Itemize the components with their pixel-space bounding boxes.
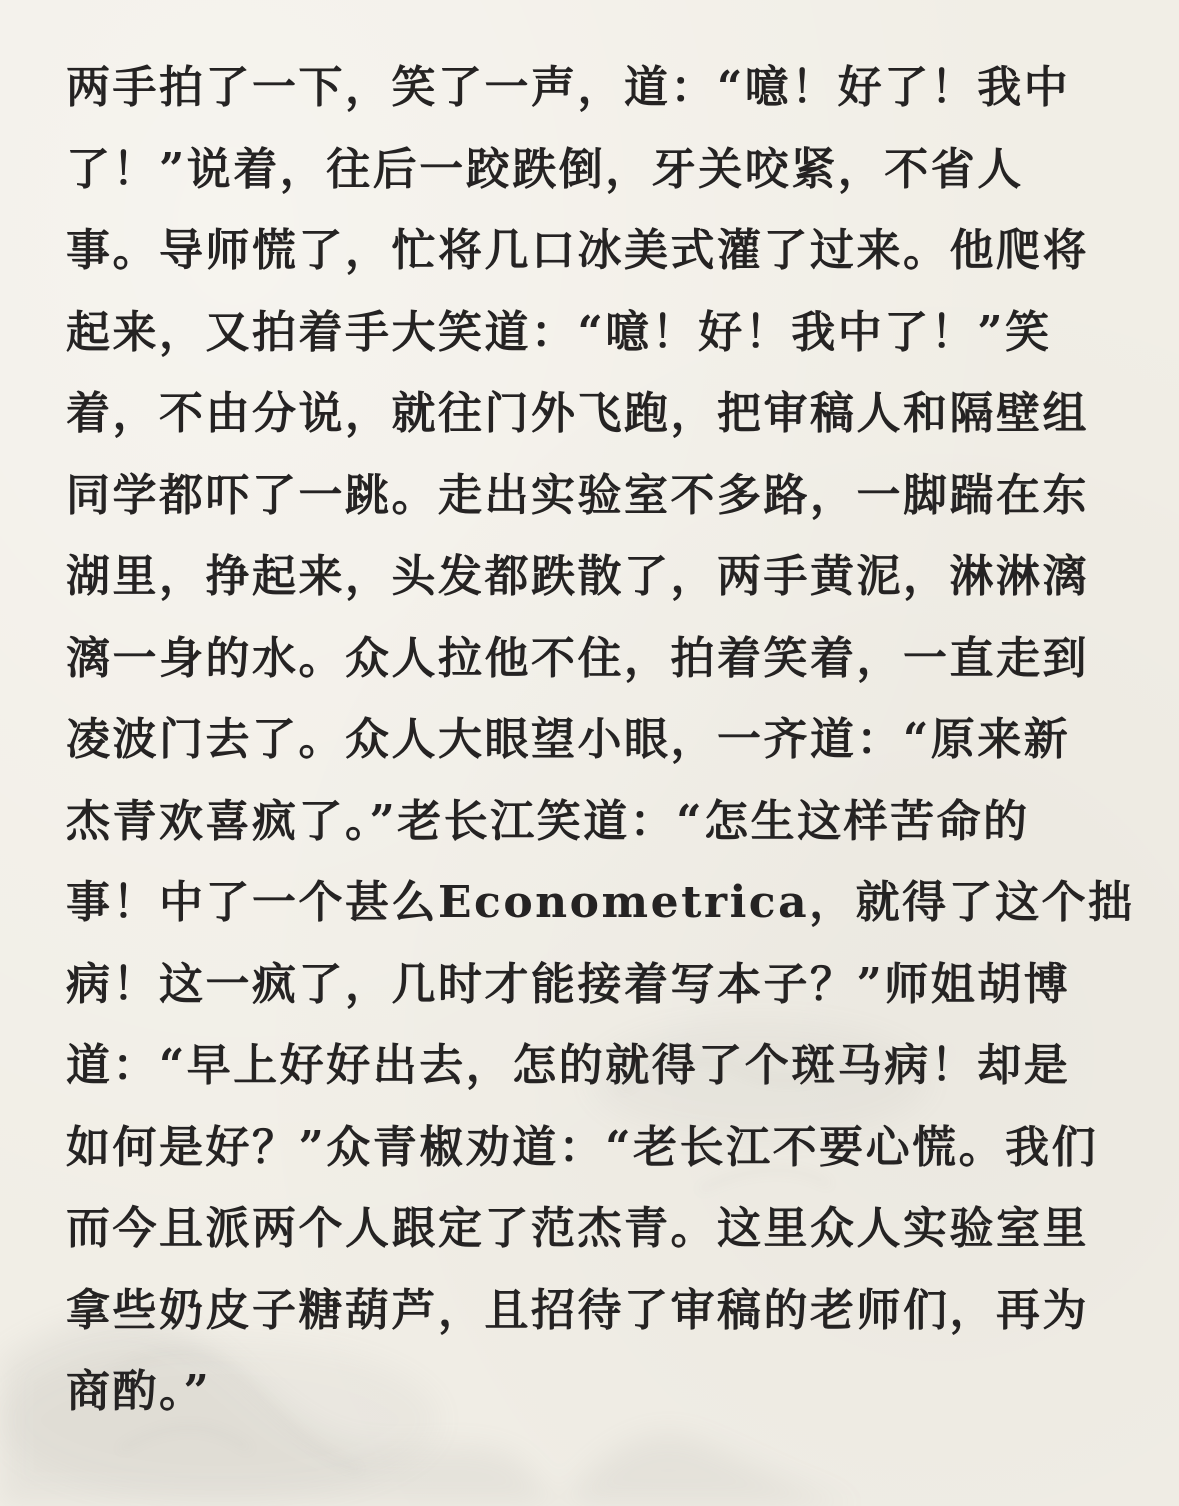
text-line: 着，不由分说，就往门外飞跑，把审稿人和隔壁组 — [66, 388, 1089, 439]
text-line: 事。导师慌了，忙将几口冰美式灌了过来。他爬将 — [66, 225, 1089, 276]
text-line: 如何是好？”众青椒劝道：“老长江不要心慌。我们 — [66, 1121, 1099, 1173]
text-line: 而今且派两个人跟定了范杰青。这里众人实验室里 — [66, 1203, 1089, 1254]
poem-text-block — [66, 52, 1135, 1438]
text-line: 两手拍了一下，笑了一声，道：“噫！好了！我中 — [66, 62, 1071, 113]
text-line: 漓一身的水。众人拉他不住，拍着笑着，一直走到 — [66, 632, 1089, 684]
text-line: 杰青欢喜疯了。”老长江笑道：“怎生这样苦命的 — [66, 795, 1030, 847]
text-line: 商酌。” — [66, 1366, 212, 1417]
text-line: 事！中了一个甚么Econometrica，就得了这个拙 — [66, 877, 1135, 928]
text-line: 凌波门去了。众人大眼望小眼，一齐道：“原来新 — [66, 714, 1071, 765]
text-line: 同学都吓了一跳。走出实验室不多路，一脚踹在东 — [66, 469, 1089, 521]
text-line: 道：“早上好好出去，怎的就得了个斑马病！却是 — [66, 1040, 1071, 1091]
text-line: 湖里，挣起来，头发都跌散了，两手黄泥，淋淋漓 — [66, 551, 1089, 602]
text-line: 病！这一疯了，几时才能接着写本子？”师姐胡博 — [66, 958, 1071, 1010]
text-line: 起来，又拍着手大笑道：“噫！好！我中了！”笑 — [66, 306, 1052, 358]
text-line: 拿些奶皮子糖葫芦，且招待了审稿的老师们，再为 — [66, 1284, 1089, 1336]
text-line: 了！”说着，往后一跤跌倒，牙关咬紧，不省人 — [66, 143, 1024, 195]
